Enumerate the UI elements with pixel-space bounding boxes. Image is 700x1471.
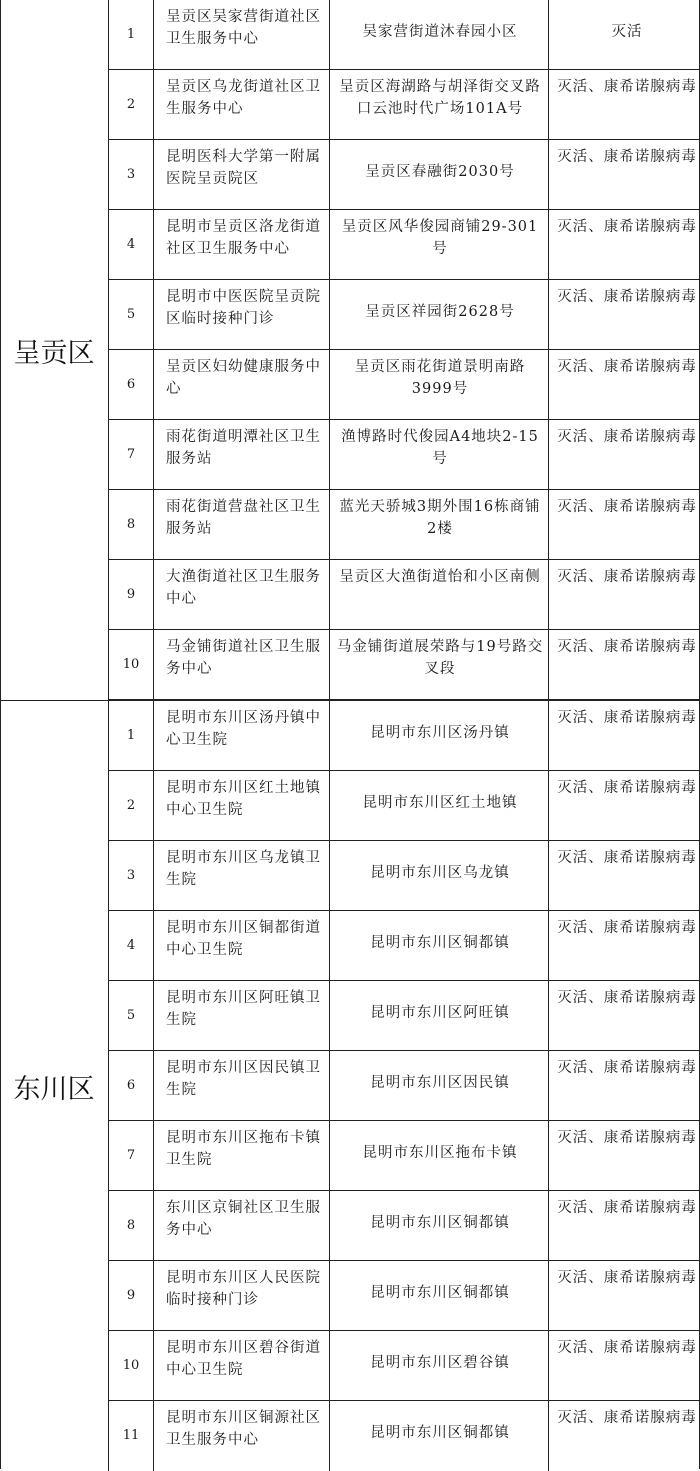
- site-name: 大渔街道社区卫生服务中心: [154, 560, 330, 629]
- vaccine-type: 灭活、康希诺腺病毒: [557, 499, 697, 515]
- site-address: 呈贡区海湖路与胡泽街交叉路口云池时代广场101A号: [330, 70, 549, 139]
- row-number: 11: [109, 1401, 154, 1471]
- site-address: 马金铺街道展荣路与19号路交叉段: [330, 630, 549, 699]
- row-number: 4: [109, 911, 154, 980]
- site-address: 昆明市东川区乌龙镇: [330, 841, 549, 910]
- table-row: [109, 630, 700, 700]
- row-number: 1: [109, 701, 154, 770]
- site-name: 昆明市东川区红土地镇中心卫生院: [154, 771, 330, 840]
- site-name: 昆明市中医医院呈贡院区临时接种门诊: [154, 280, 330, 349]
- table-row: [109, 981, 700, 1051]
- row-number: 2: [109, 70, 154, 139]
- vaccine-type: 灭活、康希诺腺病毒: [557, 1270, 697, 1286]
- row-number: 10: [109, 630, 154, 699]
- site-name: 雨花街道明潭社区卫生服务站: [154, 420, 330, 489]
- table-row: [109, 490, 700, 560]
- vaccine-type: 灭活、康希诺腺病毒: [557, 79, 697, 95]
- site-address: 蓝光天骄城3期外围16栋商铺2楼: [330, 490, 549, 559]
- site-address: 渔博路时代俊园A4地块2-15号: [330, 420, 549, 489]
- row-number: 5: [109, 280, 154, 349]
- site-name: 马金铺街道社区卫生服务中心: [154, 630, 330, 699]
- table-row: [109, 841, 700, 911]
- vaccine-type: 灭活、康希诺腺病毒: [557, 1410, 697, 1426]
- table-row: [109, 911, 700, 981]
- region-name: 呈贡区: [13, 337, 95, 369]
- vaccine-type: 灭活、康希诺腺病毒: [557, 780, 697, 796]
- site-address: 昆明市东川区红土地镇: [330, 771, 549, 840]
- site-name: 昆明市东川区人民医院临时接种门诊: [154, 1261, 330, 1330]
- table-row: [109, 1191, 700, 1261]
- row-number: 3: [109, 140, 154, 209]
- site-address: 昆明市东川区铜都镇: [330, 911, 549, 980]
- row-number: 9: [109, 1261, 154, 1330]
- region-rows: [108, 701, 700, 1471]
- vaccine-type: 灭活、康希诺腺病毒: [557, 1130, 697, 1146]
- site-address: 昆明市东川区铜都镇: [330, 1401, 549, 1471]
- site-name: 昆明市东川区因民镇卫生院: [154, 1051, 330, 1120]
- site-name: 昆明市东川区乌龙镇卫生院: [154, 841, 330, 910]
- vaccine-type: 灭活、康希诺腺病毒: [557, 990, 697, 1006]
- site-name: 昆明市东川区拖布卡镇卫生院: [154, 1121, 330, 1190]
- row-number: 7: [109, 420, 154, 489]
- table-row: [109, 210, 700, 280]
- site-name: 呈贡区吴家营街道社区卫生服务中心: [154, 0, 330, 69]
- vaccine-type: 灭活、康希诺腺病毒: [557, 149, 697, 165]
- site-name: 昆明医科大学第一附属医院呈贡院区: [154, 140, 330, 209]
- row-number: 7: [109, 1121, 154, 1190]
- site-name: 东川区京铜社区卫生服务中心: [154, 1191, 330, 1260]
- site-name: 昆明市东川区铜源社区卫生服务中心: [154, 1401, 330, 1471]
- vaccine-type: 灭活、康希诺腺病毒: [557, 1340, 697, 1356]
- site-address: 昆明市东川区铜都镇: [330, 1191, 549, 1260]
- region-rows: [108, 0, 700, 700]
- vaccine-type: 灭活: [611, 23, 643, 40]
- table-row: [109, 70, 700, 140]
- vaccine-type: 灭活、康希诺腺病毒: [557, 569, 697, 585]
- row-number: 9: [109, 560, 154, 629]
- site-address: 昆明市东川区汤丹镇: [330, 701, 549, 770]
- row-number: 5: [109, 981, 154, 1050]
- site-name: 昆明市呈贡区洛龙街道社区卫生服务中心: [154, 210, 330, 279]
- vaccine-type: 灭活、康希诺腺病毒: [557, 1060, 697, 1076]
- table-row: [109, 1331, 700, 1401]
- row-number: 4: [109, 210, 154, 279]
- row-number: 1: [109, 0, 154, 69]
- table-row: [109, 0, 700, 70]
- site-address: 呈贡区祥园街2628号: [330, 280, 549, 349]
- site-address: 昆明市东川区碧谷镇: [330, 1331, 549, 1400]
- table-row: [109, 420, 700, 490]
- vaccine-type: 灭活、康希诺腺病毒: [557, 920, 697, 936]
- row-number: 8: [109, 490, 154, 559]
- site-address: 呈贡区大渔街道怡和小区南侧: [330, 560, 549, 629]
- table-row: [109, 560, 700, 630]
- row-number: 3: [109, 841, 154, 910]
- row-number: 6: [109, 1051, 154, 1120]
- site-address: 呈贡区春融街2030号: [330, 140, 549, 209]
- site-address: 吴家营街道沐春园小区: [330, 0, 549, 69]
- vaccine-type: 灭活、康希诺腺病毒: [557, 219, 697, 235]
- table-row: [109, 701, 700, 771]
- vaccine-type: 灭活、康希诺腺病毒: [557, 359, 697, 375]
- region-group: [0, 0, 700, 700]
- table-row: [109, 350, 700, 420]
- region-group: [0, 700, 700, 1471]
- vaccine-type: 灭活、康希诺腺病毒: [557, 1200, 697, 1216]
- site-name: 昆明市东川区阿旺镇卫生院: [154, 981, 330, 1050]
- site-name: 呈贡区妇幼健康服务中心: [154, 350, 330, 419]
- region-name: 东川区: [13, 1073, 95, 1105]
- site-address: 呈贡区雨花街道景明南路3999号: [330, 350, 549, 419]
- table-row: [109, 1261, 700, 1331]
- row-number: 2: [109, 771, 154, 840]
- table-row: [109, 1121, 700, 1191]
- site-address: 昆明市东川区因民镇: [330, 1051, 549, 1120]
- table-row: [109, 1401, 700, 1471]
- row-number: 8: [109, 1191, 154, 1260]
- vaccine-type: 灭活、康希诺腺病毒: [557, 639, 697, 655]
- table-row: [109, 771, 700, 841]
- vaccine-type: 灭活、康希诺腺病毒: [557, 710, 697, 726]
- site-name: 昆明市东川区铜都街道中心卫生院: [154, 911, 330, 980]
- table-row: [109, 280, 700, 350]
- site-name: 呈贡区乌龙街道社区卫生服务中心: [154, 70, 330, 139]
- table-row: [109, 140, 700, 210]
- table-row: [109, 1051, 700, 1121]
- site-address: 呈贡区风华俊园商铺29-301号: [330, 210, 549, 279]
- row-number: 10: [109, 1331, 154, 1400]
- row-number: 6: [109, 350, 154, 419]
- site-address: 昆明市东川区阿旺镇: [330, 981, 549, 1050]
- site-name: 昆明市东川区汤丹镇中心卫生院: [154, 701, 330, 770]
- site-address: 昆明市东川区拖布卡镇: [330, 1121, 549, 1190]
- vaccine-type: 灭活、康希诺腺病毒: [557, 850, 697, 866]
- site-name: 雨花街道营盘社区卫生服务站: [154, 490, 330, 559]
- site-address: 昆明市东川区铜都镇: [330, 1261, 549, 1330]
- vaccine-type: 灭活、康希诺腺病毒: [557, 289, 697, 305]
- site-name: 昆明市东川区碧谷街道中心卫生院: [154, 1331, 330, 1400]
- vaccine-type: 灭活、康希诺腺病毒: [557, 429, 697, 445]
